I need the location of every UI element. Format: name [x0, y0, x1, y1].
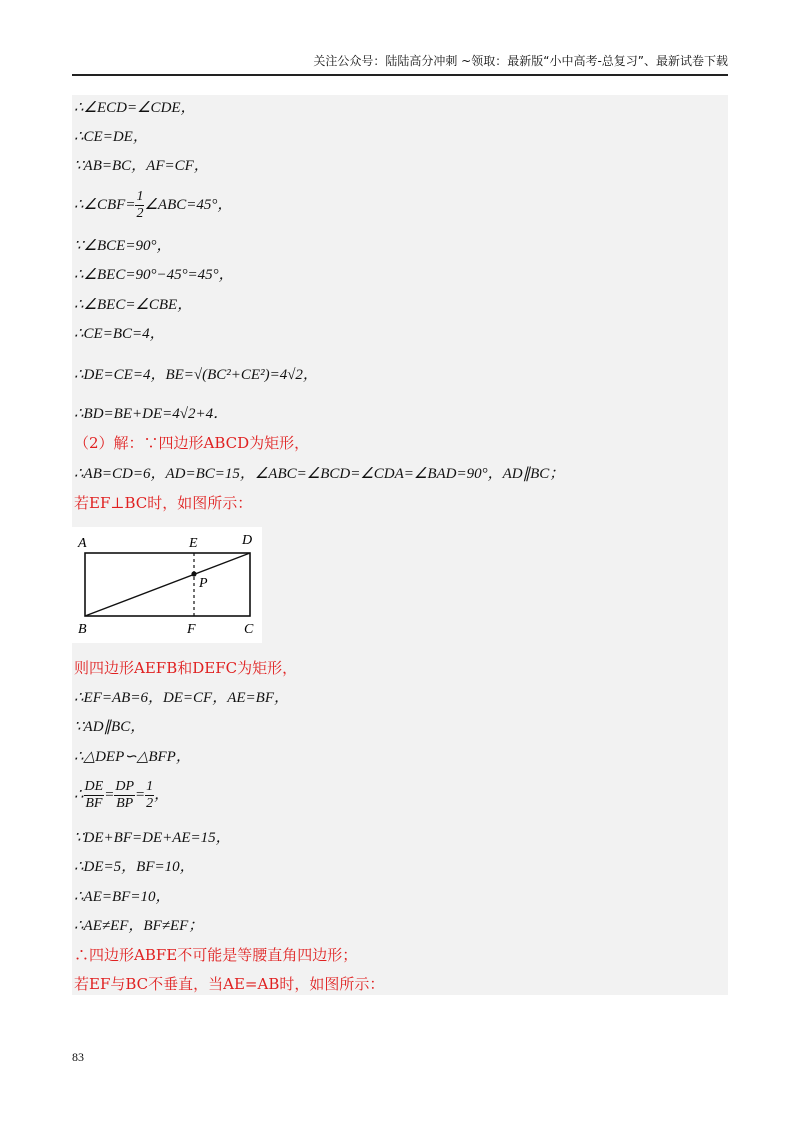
line-22: ∴AE≠EF，BF≠EF；: [74, 918, 204, 934]
fraction-denominator: BP: [116, 796, 134, 811]
line-13: 若EF⊥BC时，如图所示：: [74, 494, 253, 512]
line-9: ∴DE=CE=4，BE=√(BC²+CE²)=4√2，: [74, 367, 318, 383]
line-4-prefix: ∴∠CBF=: [74, 196, 136, 213]
line-24: 若EF与BC不垂直，当AE=AB时，如图所示：: [74, 975, 385, 993]
line-21: ∴AE=BF=10，: [74, 889, 171, 905]
line-18: ∴ $\frac{DE}{BF}$ = $\frac{DP}{BP}$ = $\frac{1}{2}$ ，: [74, 779, 170, 811]
line-23: ∴四边形ABFE不可能是等腰直角四边形；: [74, 946, 358, 964]
line-5: ∵∠BCE=90°，: [74, 238, 172, 254]
line-4-suffix: ∠ABC=45°，: [144, 196, 233, 213]
point-p: [191, 571, 196, 576]
label-f: F: [187, 622, 196, 637]
fraction-denominator: BF: [85, 796, 103, 811]
label-a: A: [78, 536, 87, 551]
line-10: ∴BD=BE+DE=4√2+4．: [74, 406, 229, 422]
line-2: ∴CE=DE，: [74, 129, 148, 145]
line-1: ∴∠ECD=∠CDE，: [74, 100, 196, 116]
label-c: C: [244, 622, 254, 637]
line-6: ∴∠BEC=90°−45°=45°，: [74, 267, 234, 283]
label-d: D: [242, 533, 253, 548]
fraction-numerator: DE: [84, 779, 104, 794]
page-header: 关注公众号：陆陆高分冲刺 ~领取：最新版“小中高考-总复习”、最新试卷下载: [72, 52, 728, 76]
fraction-dp-bp: [114, 779, 135, 812]
label-p: P: [199, 576, 208, 591]
fraction-numerator: DP: [115, 779, 135, 794]
line-4: [74, 189, 232, 222]
line-8: ∴CE=BC=4，: [74, 326, 165, 342]
line-7: ∴∠BEC=∠CBE，: [74, 297, 193, 313]
label-b: B: [78, 622, 87, 637]
line-16: ∵AD∥BC，: [74, 719, 146, 735]
line-20: ∴DE=5，BF=10，: [74, 859, 195, 875]
therefore-symbol: ∴: [74, 786, 84, 803]
rectangle-figure: [72, 527, 262, 643]
fraction-numerator: 1: [146, 779, 154, 794]
fraction-one-half: [145, 779, 154, 812]
line-15: ∴EF=AB=6，DE=CF，AE=BF，: [74, 690, 289, 706]
line-14: 则四边形AEFB和DEFC为矩形，: [74, 659, 298, 677]
line-11: （2）解：∵四边形ABCD为矩形，: [74, 434, 310, 452]
diagonal-bd: [85, 553, 250, 616]
line-17: ∴△DEP∽△BFP，: [74, 749, 191, 765]
line-18-end: ，: [154, 786, 170, 803]
label-e: E: [189, 536, 198, 551]
line-12: ∴AB=CD=6，AD=BC=15，∠ABC=∠BCD=∠CDA=∠BAD=90°，AD∥BC；: [74, 466, 565, 482]
fraction-numerator: 1: [136, 189, 144, 204]
fraction-denominator: 2: [136, 206, 144, 221]
page-number: 83: [72, 1050, 84, 1064]
rectangle-diagram: [72, 527, 262, 643]
line-3: ∵AB=BC，AF=CF，: [74, 158, 209, 174]
solution-content: [72, 95, 728, 995]
line-19: ∵DE+BF=DE+AE=15，: [74, 830, 231, 846]
fraction-denominator: 2: [146, 796, 154, 811]
fraction-de-bf: [84, 779, 105, 812]
